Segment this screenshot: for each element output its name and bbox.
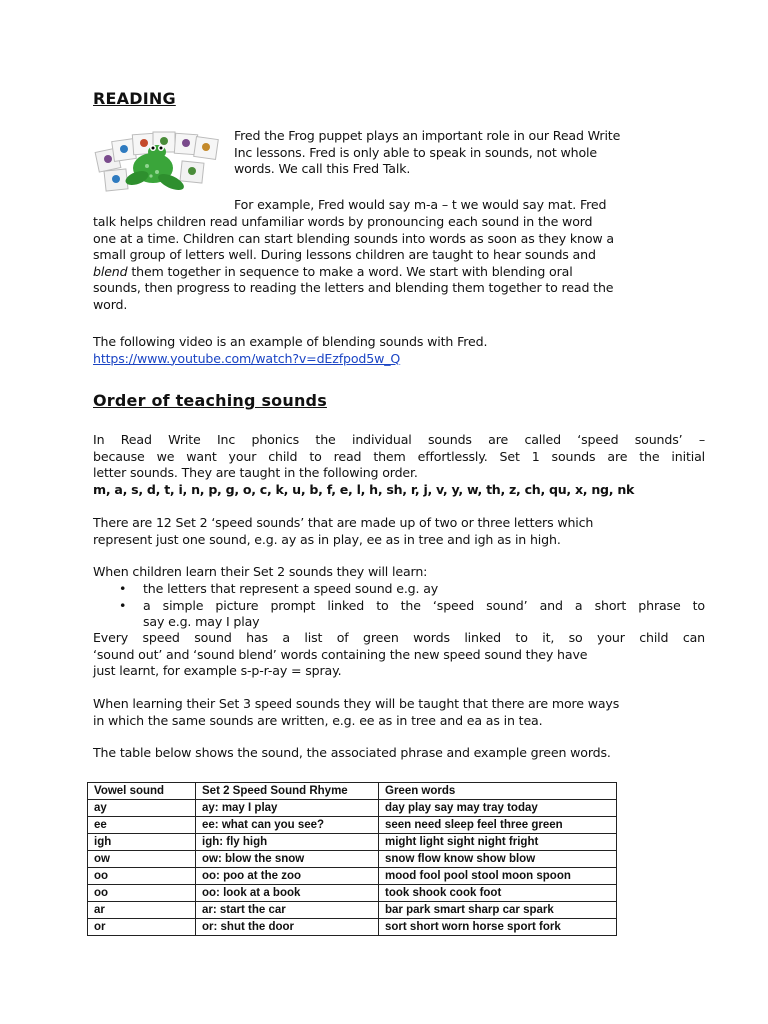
table-row [88,919,617,936]
table-row [88,834,617,851]
blend-word: blend [93,263,128,279]
table-row [88,817,617,834]
cell-green-words: might light sight night fright [379,834,617,851]
green-words-paragraph: Every speed sound has a list of green words linked to it, so your child can ‘sound out’ and ‘sound blend’ words containing the new speed sound they have just learnt, for example s-p-r-ay = spray. [93,630,705,679]
cell-green-words: took shook cook foot [379,885,617,902]
learn-bullet-list [93,581,705,631]
cell-green-words: sort short worn horse sport fork [379,919,617,936]
table-intro: The table below shows the sound, the associated phrase and example green words. [93,745,611,760]
cell-rhyme: ay: may I play [196,800,379,817]
list-item: • a simple picture prompt linked to the ‘speed sound’ and a short phrase to say e.g. may I play [119,597,705,630]
set3-paragraph: When learning their Set 3 speed sounds they will be taught that there are more ways in which the same sounds are written, e.g. ee as in tree and ea as in tea. [93,696,620,728]
cell-rhyme: igh: fly high [196,834,379,851]
cell-rhyme: ar: start the car [196,902,379,919]
frog-puppet-illustration [91,128,223,194]
cell-green-words: snow flow know show blow [379,851,617,868]
table-row [88,902,617,919]
cell-rhyme: ow: blow the snow [196,851,379,868]
table-row [88,885,617,902]
video-link[interactable]: https://www.youtube.com/watch?v=dEzfpod5w_Q [93,350,401,366]
table-header-row [88,783,617,800]
table-row [88,800,617,817]
cell-green-words: bar park smart sharp car spark [379,902,617,919]
video-paragraph: The following video is an example of blending sounds with Fred. https://www.youtube.com/watch?v=dEzfpod5w_Q [93,334,705,367]
cell-vowel: ow [88,851,196,868]
cell-vowel: ee [88,817,196,834]
cell-rhyme: ee: what can you see? [196,817,379,834]
speed-sounds-paragraph: In Read Write Inc phonics the individual sounds are called ‘speed sounds’ – because we want your child to read them effortlessly. Set 1 sounds are the initial letter sounds. They are taught in the following order. m, a, s, d, t, i, n, p, g, o, c, k, u, b, f, e, l, h, sh, r, j, v, y, w, th, z, ch, qu, x, ng, nk [93,432,705,497]
cell-rhyme: or: shut the door [196,919,379,936]
set1-sounds-list: m, a, s, d, t, i, n, p, g, o, c, k, u, b, f, e, l, h, sh, r, j, v, y, w, th, z, ch, qu, x, ng, nk [93,481,635,497]
speed-sounds-table [87,782,617,936]
cell-vowel: ay [88,800,196,817]
table-row [88,868,617,885]
fred-talk-paragraph: talk helps children read unfamiliar words by pronouncing each sound in the word one at a time. Children can start blending sounds into words as soon as they know a small group of letters well. During lessons children are taught to hear sounds and blend them together in sequence to make a word. We start with blending oral sounds, then progress to reading the letters and blending them together to read the word. [93,214,614,312]
cell-vowel: oo [88,868,196,885]
col-header-vowel: Vowel sound [88,783,196,800]
cell-rhyme: oo: poo at the zoo [196,868,379,885]
example-line: For example, Fred would say m-a – t we would say mat. Fred [234,197,607,212]
cell-vowel: or [88,919,196,936]
intro-paragraph: Fred the Frog puppet plays an important role in our Read Write Inc lessons. Fred is only able to speak in sounds, not whole words. We call this Fred Talk. [234,128,621,177]
set2-paragraph: There are 12 Set 2 ‘speed sounds’ that are made up of two or three letters which represent just one sound, e.g. ay as in play, ee as in tree and igh as in high. [93,515,594,547]
order-heading: Order of teaching sounds [93,391,327,410]
col-header-green-words: Green words [379,783,617,800]
reading-heading: READING [93,89,176,108]
cell-green-words: mood fool pool stool moon spoon [379,868,617,885]
cell-green-words: seen need sleep feel three green [379,817,617,834]
list-item: • the letters that represent a speed sound e.g. ay [119,581,439,596]
cell-rhyme: oo: look at a book [196,885,379,902]
cell-vowel: ar [88,902,196,919]
col-header-rhyme: Set 2 Speed Sound Rhyme [196,783,379,800]
cell-vowel: igh [88,834,196,851]
learn-intro: When children learn their Set 2 sounds they will learn: [93,564,428,579]
cell-vowel: oo [88,885,196,902]
cell-green-words: day play say may tray today [379,800,617,817]
table-row [88,851,617,868]
